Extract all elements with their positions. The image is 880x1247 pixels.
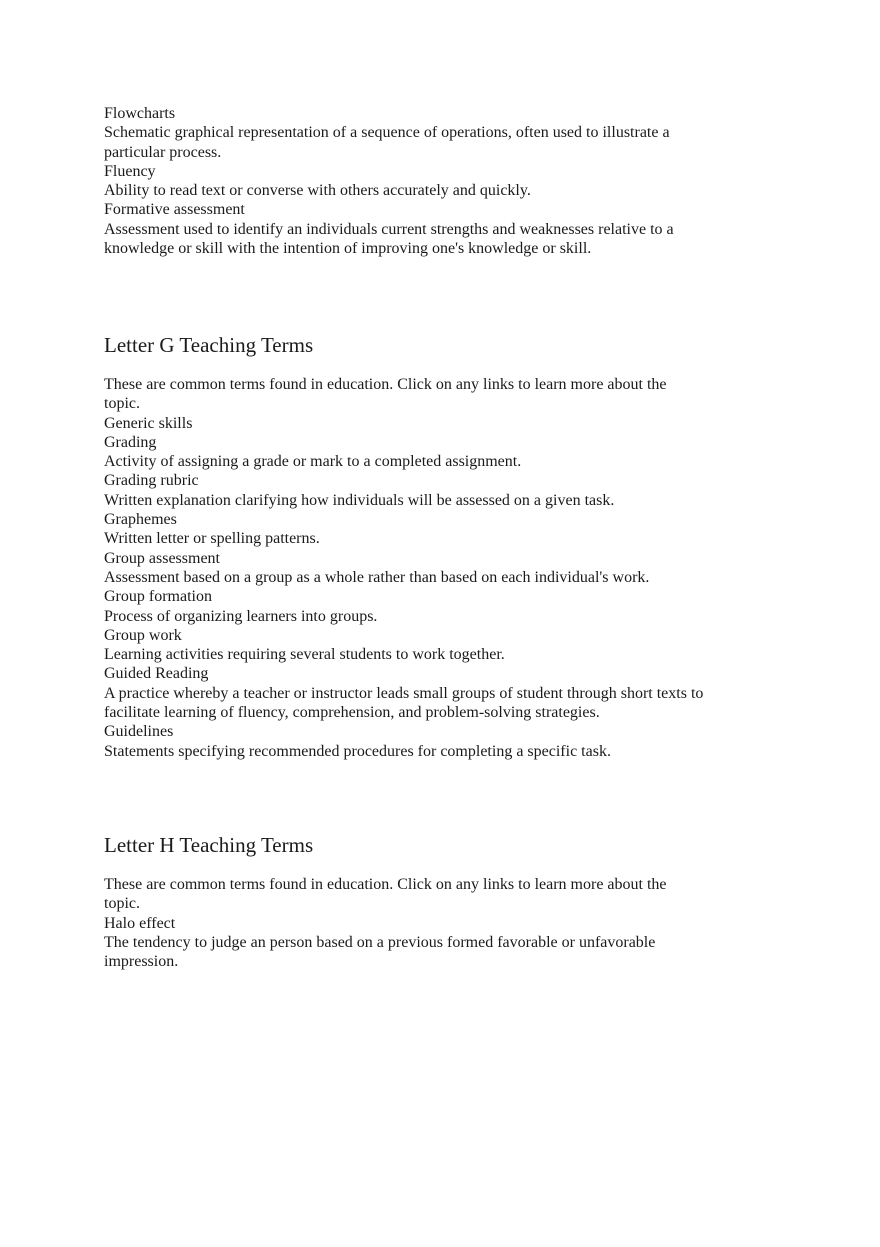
glossary-term: Fluency xyxy=(104,162,156,180)
glossary-definition: Statements specifying recommended procedures for completing a specific task. xyxy=(104,742,611,760)
glossary-definition: Written letter or spelling patterns. xyxy=(104,530,320,548)
glossary-definition: Activity of assigning a grade or mark to a completed assignment. xyxy=(104,453,522,471)
glossary-definition: The tendency to judge an person based on a previous formed favorable or unfavorable impression. xyxy=(104,933,656,971)
section-intro: These are common terms found in education. Click on any links to learn more about the topic. xyxy=(104,876,667,913)
glossary-definition: Process of organizing learners into groups. xyxy=(104,607,378,625)
section-g-heading: Letter G Teaching Terms xyxy=(104,333,314,357)
glossary-term: Halo effect xyxy=(104,914,176,932)
glossary-definition: Assessment used to identify an individuals current strengths and weaknesses relative to a knowledge or skill with the intention of improving one's knowledge or skill. xyxy=(104,220,674,258)
section-g-glossary xyxy=(104,375,704,761)
section-intro: These are common terms found in education. Click on any links to learn more about the topic. xyxy=(104,376,667,413)
glossary-definition: A practice whereby a teacher or instructor leads small groups of student through short texts to facilitate learning of fluency, comprehension, and problem-solving strategies. xyxy=(104,684,704,722)
glossary-term: Guided Reading xyxy=(104,665,209,683)
glossary-term: Group formation xyxy=(104,588,212,606)
glossary-term: Guidelines xyxy=(104,723,174,741)
section-f-glossary xyxy=(104,104,704,258)
glossary-term: Formative assessment xyxy=(104,201,245,219)
glossary-term: Group assessment xyxy=(104,549,220,567)
glossary-definition: Ability to read text or converse with others accurately and quickly. xyxy=(104,182,531,200)
glossary-definition: Learning activities requiring several students to work together. xyxy=(104,646,505,664)
glossary-term: Group work xyxy=(104,626,182,644)
glossary-term: Graphemes xyxy=(104,511,177,529)
glossary-term: Flowcharts xyxy=(104,105,176,122)
glossary-term: Grading xyxy=(104,433,157,451)
glossary-definition: Assessment based on a group as a whole rather than based on each individual's work. xyxy=(104,568,650,586)
section-h-glossary xyxy=(104,875,704,971)
glossary-term: Generic skills xyxy=(104,414,193,432)
glossary-definition: Written explanation clarifying how individuals will be assessed on a given task. xyxy=(104,491,615,509)
glossary-term: Grading rubric xyxy=(104,472,199,490)
section-h-heading: Letter H Teaching Terms xyxy=(104,833,314,857)
glossary-definition: Schematic graphical representation of a sequence of operations, often used to illustrate a particular process. xyxy=(104,124,670,161)
